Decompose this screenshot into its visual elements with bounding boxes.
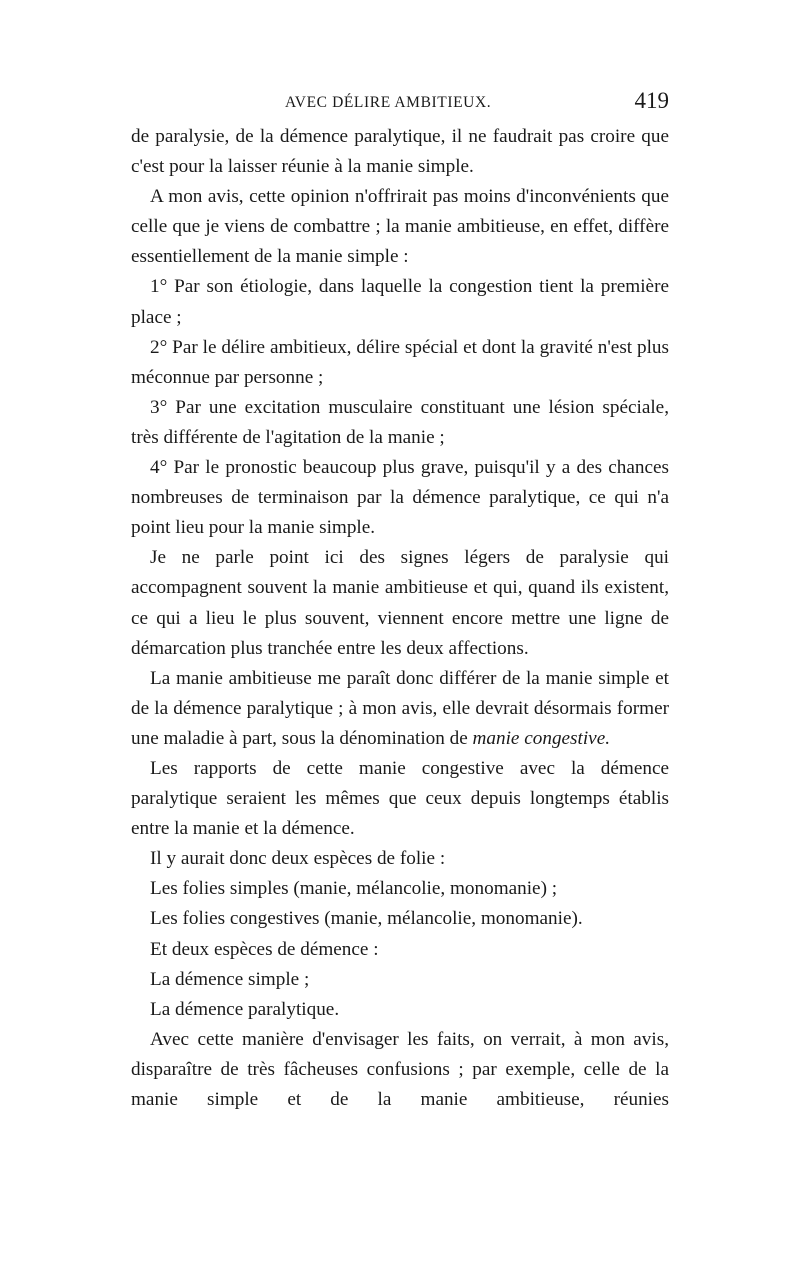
paragraph-continued: de paralysie, de la démence paralytique, il ne faudrait pas croire que c'est pour la laisser réunie à la manie simple.: [131, 126, 669, 178]
list-item-pronostic: 4° Par le pronostic beaucoup plus grave, puisqu'il y a des chances nombreuses de terminaison par la démence paralytique, ce qui n'a point lieu pour la manie simple.: [131, 457, 669, 539]
list-item-demence-simple: La démence simple ;: [150, 968, 310, 990]
list-item-folies-congestives: Les folies congestives (manie, mélancolie, monomanie).: [150, 908, 583, 930]
paragraph-demence: Et deux espèces de démence :: [150, 938, 379, 960]
list-item-etiology: 1° Par son étiologie, dans laquelle la congestion tient la première place ;: [131, 276, 669, 328]
paragraph-signes: Je ne parle point ici des signes légers de paralysie qui accompagnent souvent la manie ambitieuse et qui, quand ils existent, ce qui a lieu le plus souvent, viennent encore mettre une ligne de démarcation plus tranchée entre les deux affections.: [131, 547, 669, 659]
running-head: [131, 88, 669, 122]
paragraph-rapports: Les rapports de cette manie congestive avec la démence paralytique seraient les mêmes que ceux depuis longtemps établis entre la manie et la démence.: [131, 757, 669, 840]
list-item-folies-simples: Les folies simples (manie, mélancolie, monomanie) ;: [150, 878, 558, 900]
paragraph-folie: Il y aurait donc deux espèces de folie :: [150, 848, 446, 870]
list-item-demence-paralytique: La démence paralytique.: [150, 998, 340, 1020]
page-number: 419: [634, 88, 669, 113]
body-text: [131, 122, 669, 1115]
paragraph-conclusion: [131, 664, 669, 754]
paragraph-conclusion-text: La manie ambitieuse me paraît donc différer de la manie simple et de la démence paralytique ; à mon avis, elle devrait désormais former une maladie à part, sous la dénomination de: [131, 667, 669, 749]
list-item-excitation: 3° Par une excitation musculaire constituant une lésion spéciale, très différente de l'agitation de la manie ;: [131, 396, 669, 448]
running-title: AVEC DÉLIRE AMBITIEUX.: [285, 94, 492, 111]
paragraph-opinion: A mon avis, cette opinion n'offrirait pas moins d'inconvénients que celle que je viens de combattre ; la manie ambitieuse, en effet, diffère essentiellement de la manie simple :: [131, 186, 669, 268]
paragraph-final: Avec cette manière d'envisager les faits, on verrait, à mon avis, disparaître de très fâcheuses confusions ; par exemple, celle de la manie simple et de la manie ambitieuse, réunies: [131, 1028, 669, 1110]
list-item-delire: 2° Par le délire ambitieux, délire spécial et dont la gravité n'est plus méconnue par personne ;: [131, 336, 669, 388]
term-manie-congestive: manie congestive.: [472, 727, 611, 749]
book-page: [131, 88, 669, 1115]
